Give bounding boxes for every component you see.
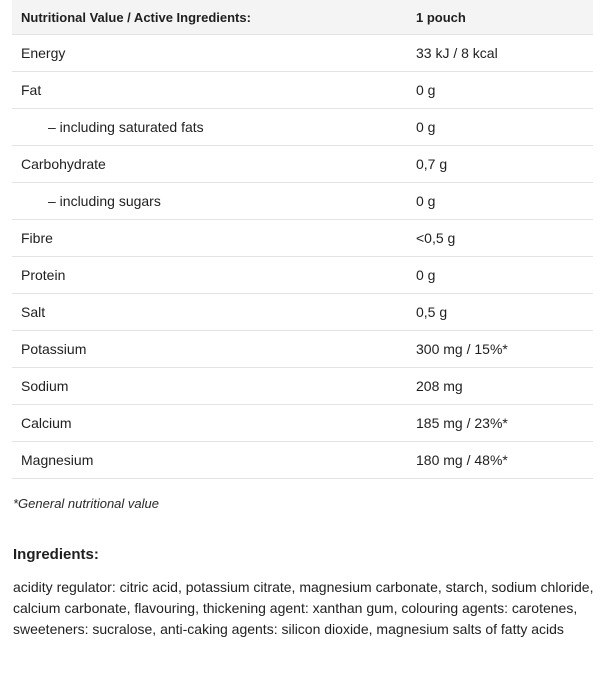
row-name: Protein: [21, 267, 66, 283]
row-value: 0,7 g: [416, 156, 448, 172]
table-row: [12, 257, 593, 294]
ingredients-text: acidity regulator: citric acid, potassium citrate, magnesium carbonate, starch, sodium chloride, calcium carbonate, flavouring, thickening agent: xanthan gum, colouring agents: carotenes, sweeteners: sucralose, anti-caking agents: silicon dioxide, magnesium salts of fatty acids: [13, 579, 594, 637]
row-value: <0,5 g: [416, 230, 456, 246]
table-row: [12, 368, 593, 405]
table-row: [12, 331, 593, 368]
row-value: 180 mg / 48%*: [416, 452, 508, 468]
row-name: Potassium: [21, 341, 87, 357]
footnote: *General nutritional value: [13, 496, 159, 511]
table-row: [12, 35, 593, 72]
row-value: 0,5 g: [416, 304, 448, 320]
row-value: 300 mg / 15%*: [416, 341, 508, 357]
row-name: Magnesium: [21, 452, 94, 468]
row-value: 33 kJ / 8 kcal: [416, 45, 498, 61]
header-value: 1 pouch: [416, 9, 466, 25]
row-value: 208 mg: [416, 378, 463, 394]
header-name: Nutritional Value / Active Ingredients:: [21, 9, 251, 25]
row-name: Calcium: [21, 415, 72, 431]
row-value: 0 g: [416, 267, 436, 283]
row-name: Sodium: [21, 378, 69, 394]
table-row: [12, 183, 593, 220]
table-row: [12, 405, 593, 442]
row-name: – including saturated fats: [48, 119, 204, 135]
table-row: [12, 109, 593, 146]
table-header-row: [12, 0, 593, 35]
table-row: [12, 442, 593, 479]
row-name: Carbohydrate: [21, 156, 106, 172]
table-row: [12, 220, 593, 257]
table-row: [12, 72, 593, 109]
row-name: Fibre: [21, 230, 53, 246]
ingredients-title: Ingredients:: [13, 546, 99, 563]
table-row: [12, 146, 593, 183]
row-name: Salt: [21, 304, 46, 320]
row-name: – including sugars: [48, 193, 161, 209]
row-name: Fat: [21, 82, 42, 98]
nutrition-table: [12, 0, 593, 479]
row-name: Energy: [21, 45, 66, 61]
table-row: [12, 294, 593, 331]
row-value: 0 g: [416, 82, 436, 98]
row-value: 0 g: [416, 193, 436, 209]
row-value: 185 mg / 23%*: [416, 415, 508, 431]
row-value: 0 g: [416, 119, 436, 135]
